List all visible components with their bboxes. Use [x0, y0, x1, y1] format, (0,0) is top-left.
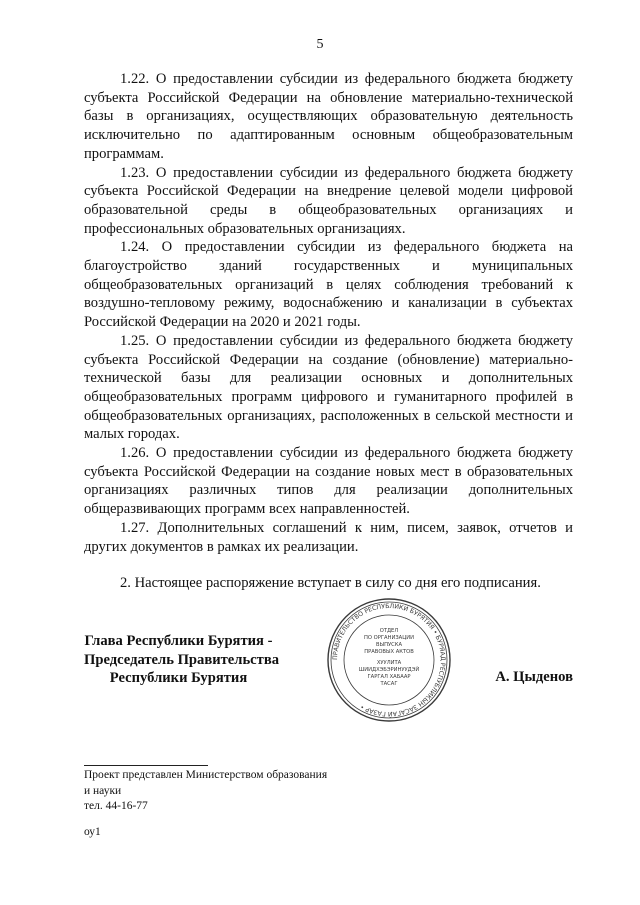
page-number: 5 [316, 37, 324, 52]
footnote [84, 768, 327, 815]
seal-inner-text: ПРАВОВЫХ АКТОВ [364, 649, 414, 655]
signature-title-block [84, 632, 280, 688]
paragraph-1-22: 1.22. О предоставлении субсидии из федерального бюджета бюджету субъекта Российской Федерации на обновление материально-технической базы в организациях, осуществляющих образовательную деятельность исключительно по адаптированным основным общеобразовательным программам. [84, 71, 573, 162]
document-body [84, 70, 573, 593]
footnote-line: и науки [84, 784, 122, 797]
seal-inner-text: ГАРГАЛ ХАБААР [367, 674, 411, 680]
signature-title-line: Председатель Правительства [84, 651, 280, 668]
footnote-phone: тел. 44-16-77 [84, 800, 148, 812]
paragraph-1-27: 1.27. Дополнительных соглашений к ним, писем, заявок, отчетов и других документов в рамках их реализации. [84, 519, 573, 555]
seal-inner-text: ВЫПУСКА [375, 642, 403, 648]
paragraph-1-24: 1.24. О предоставлении субсидии из федерального бюджета на благоустройство зданий государственных и муниципальных общеобразовательных организаций в целях соблюдения требований к воздушно-тепловому режиму, водоснабжению и канализации в субъектах Российской Федерации на 2020 и 2021 годы. [84, 239, 573, 331]
signature-title-line: Глава Республики Бурятия - [84, 633, 273, 649]
paragraph-1-23: 1.23. О предоставлении субсидии из федерального бюджета бюджету субъекта Российской Федерации на внедрение целевой модели цифровой образовательной среды в общеобразовательных организациях и профессиональных образовательных организациях. [84, 164, 573, 237]
signer-name: А. Цыденов [495, 669, 573, 685]
seal-inner-text: ХУУЛИТА [376, 660, 402, 666]
document-code: оу1 [84, 826, 101, 838]
footnote-line: Проект представлен Министерством образования [84, 769, 328, 781]
footnote-divider [84, 765, 208, 766]
seal-inner-text: ШИИДХЭБЭРИНУУДЭЙ [358, 667, 420, 673]
closing-clause: 2. Настоящее распоряжение вступает в силу со дня его подписания. [120, 575, 541, 592]
seal-inner-text: ПО ОРГАНИЗАЦИИ [363, 635, 415, 641]
paragraph-1-26: 1.26. О предоставлении субсидии из федерального бюджета бюджету субъекта Российской Федерации на создание новых мест в образовательных организациях различных типов для реализации дополнительных общеразвивающих программ всех направленностей. [84, 445, 573, 518]
signature-title-line: Республики Бурятия [109, 670, 248, 687]
seal-inner-text: ТАСАГ [380, 681, 398, 687]
paragraph-1-25: 1.25. О предоставлении субсидии из федерального бюджета бюджету субъекта Российской Федерации на создание (обновление) материально-технической базы для реализации основных и дополнительных общеобразовательных программ цифрового и гуманитарного профилей в общеобразовательных организациях, расположенных в сельской местности и малых городах. [84, 332, 573, 443]
seal-inner-text: ОТДЕЛ [379, 628, 399, 634]
official-seal [326, 597, 452, 723]
seal-outer-text: ПРАВИТЕЛЬСТВО РЕСПУБЛИКИ БУРЯТИЯ • БУРЯАД РЕСПУБЛИКЫН ЗАСАГАЙ ГАЗАР • [331, 602, 447, 718]
